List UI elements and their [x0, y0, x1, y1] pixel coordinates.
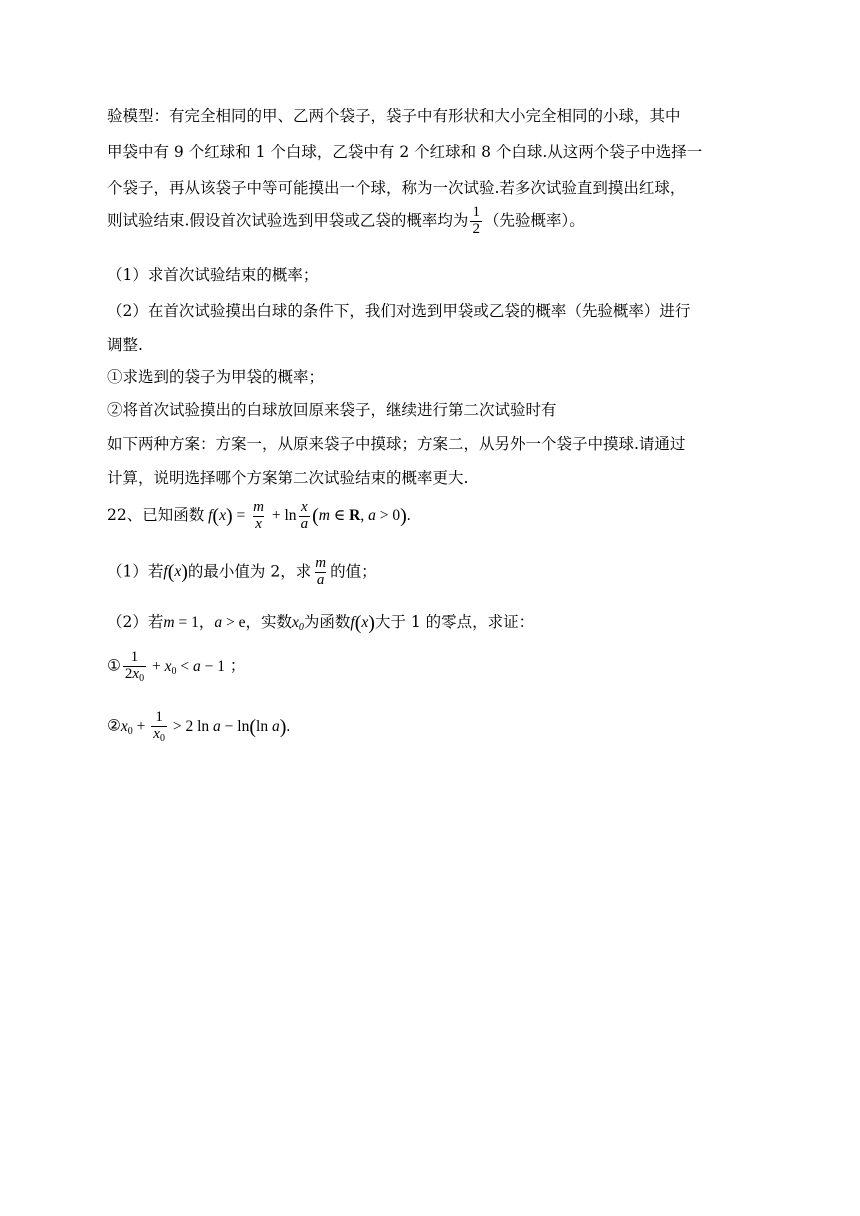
q22-part-2-sep-3: 为函数	[303, 613, 351, 631]
q22-part-1-prefix: （1）若	[107, 562, 164, 581]
intro-line-4	[107, 205, 585, 238]
q21-sub-2-line-1: ②将首次试验摸出的白球放回原来袋子，继续进行第二次试验时有	[107, 401, 557, 419]
q21-sub-2-line-3: 计算，说明选择哪个方案第二次试验结束的概率更大.	[107, 469, 469, 487]
claim-1-marker: ①	[107, 656, 121, 675]
fraction-denominator: 2	[472, 220, 480, 237]
m-over-a-fraction: $\frac{m}{a}$	[315, 555, 327, 588]
q22-part-2-sep-2: ，实数	[245, 613, 292, 631]
q22-part-2-sep-1: ，	[198, 613, 215, 631]
q22-part-2: （2）若m = 1，a > e，实数$x_0$为函数f(x)大于 1 的零点，求证：	[107, 612, 535, 634]
claim-2-inequality: $x_0$ + $\frac{1}{x_0}$ > 2 ln a − ln(ln a).	[120, 709, 291, 744]
one-half-fraction	[470, 205, 482, 238]
q21-part-2-line-2: 调整.	[107, 336, 143, 354]
claim-2-marker: ②	[107, 716, 121, 735]
intro-line-4-tail: （先验概率）。	[483, 211, 585, 230]
q22-part-2-prefix: （2）若	[107, 613, 164, 631]
q22-claim-2	[107, 710, 290, 744]
q22-part-1-middle: 的最小值为 2，求	[187, 562, 312, 581]
q22-claim-1: ① $\frac{1}{2x_0}$ + $x_0 < a - 1$ ；	[107, 649, 246, 684]
q22-part-1-suffix: 的值；	[330, 562, 377, 581]
intro-line-2: 甲袋中有 9 个红球和 1 个白球，乙袋中有 2 个红球和 8 个白球.从这两个袋子中选择一	[107, 143, 703, 161]
q21-part-1: （1）求首次试验结束的概率；	[107, 266, 319, 284]
intro-line-1: 验模型：有完全相同的甲、乙两个袋子，袋子中有形状和大小完全相同的小球，其中	[107, 107, 681, 125]
q22-part-1: （1）若f(x)的最小值为 2，求 $\frac{m}{a}$ 的值；	[107, 555, 377, 588]
claim-1-inequality: $\frac{1}{2x_0}$ + $x_0 < a - 1$	[124, 649, 225, 684]
q21-part-2-line-1: （2）在首次试验摸出白球的条件下，我们对选到甲袋或乙袋的概率（先验概率）进行	[107, 302, 691, 320]
q22-part-2-tail: 大于 1 的零点，求证：	[374, 613, 535, 631]
intro-line-3: 个袋子，再从该袋子中等可能摸出一个球，称为一次试验.若多次试验直到摸出红球，	[107, 179, 686, 197]
function-definition: f(x) = $\frac{m}{x}$ + ln $\frac{x}{a}$ (m ∈ R, a > 0).	[208, 499, 411, 532]
intro-line-4-text: 则试验结束.假设首次试验选到甲袋或乙袋的概率均为	[107, 211, 469, 230]
q22-heading	[107, 500, 411, 533]
q22-heading-text: 22、已知函数	[107, 505, 205, 524]
fraction-numerator: 1	[472, 204, 480, 220]
q21-sub-1: ①求选到的袋子为甲袋的概率；	[107, 368, 325, 386]
q21-sub-2-line-2: 如下两种方案：方案一，从原来袋子中摸球；方案二，从另外一个袋子中摸球.请通过	[107, 435, 686, 453]
